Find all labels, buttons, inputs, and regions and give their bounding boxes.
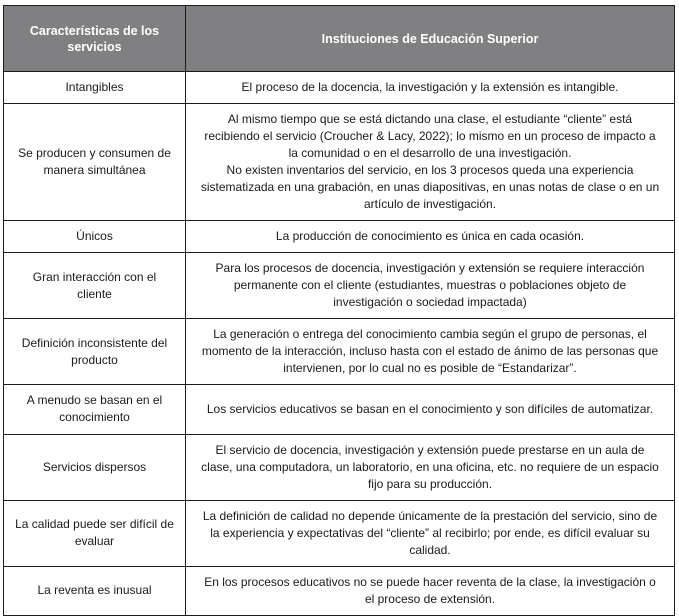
table-header xyxy=(4,6,675,72)
table-row xyxy=(4,221,675,253)
cell-institution xyxy=(186,500,675,566)
table-row xyxy=(4,385,675,434)
table-row xyxy=(4,319,675,385)
column-header-institutions: Instituciones de Educación Superior xyxy=(186,6,675,72)
cell-feature: La calidad puede ser difícil de evaluar xyxy=(4,500,186,566)
cell-institution xyxy=(186,72,675,104)
cell-feature: Intangibles xyxy=(4,72,186,104)
cell-institution xyxy=(186,221,675,253)
services-characteristics-table xyxy=(3,5,675,616)
table-row xyxy=(4,72,675,104)
cell-paragraph: El servicio de docencia, investigación y extensión puede prestarse en un aula de clase, una computadora, un laboratorio, en una oficina, etc. no requiere de un espacio fijo para su producción. xyxy=(201,442,659,491)
cell-paragraph: La generación o entrega del conocimiento cambia según el grupo de personas, el momento de la interacción, incluso hasta con el estado de ánimo de las personas que intervienen, por lo cual no es posible de “Estandarizar”. xyxy=(201,327,659,376)
cell-paragraph: En los procesos educativos no se puede hacer reventa de la clase, la investigación o el proceso de extensión. xyxy=(204,574,656,606)
cell-paragraph: Al mismo tiempo que se está dictando una clase, el estudiante “cliente” está recibiendo el servicio (Croucher & Lacy, 2022); lo mismo en un proceso de impacto a la comunidad o en el desarrollo de una investigación. xyxy=(204,112,656,161)
cell-institution xyxy=(186,434,675,500)
cell-institution xyxy=(186,385,675,434)
cell-institution xyxy=(186,253,675,319)
cell-paragraph: Los servicios educativos se basan en el conocimiento y son difíciles de automatizar. xyxy=(206,401,654,416)
cell-paragraph: La producción de conocimiento es única en cada ocasión. xyxy=(275,229,585,244)
table-body xyxy=(4,72,675,616)
cell-feature: Se producen y consumen de manera simultánea xyxy=(4,104,186,221)
cell-paragraph: Para los procesos de docencia, investigación y extensión se requiere interacción permanente con el cliente (estudiantes, muestras o poblaciones objeto de investigación o sociedad impactada) xyxy=(215,261,645,310)
cell-feature: Únicos xyxy=(4,221,186,253)
table-row xyxy=(4,434,675,500)
cell-feature: Definición inconsistente del producto xyxy=(4,319,186,385)
cell-paragraph: La definición de calidad no depende únicamente de la prestación del servicio, sino de la experiencia y expectativas del “cliente” al recibirlo; por ende, es difícil evaluar su calidad. xyxy=(202,508,658,557)
cell-feature: La reventa es inusual xyxy=(4,566,186,615)
cell-institution xyxy=(186,104,675,221)
cell-institution xyxy=(186,319,675,385)
column-header-features: Características de los servicios xyxy=(4,6,186,72)
table-row xyxy=(4,566,675,615)
cell-feature: Gran interacción con el cliente xyxy=(4,253,186,319)
cell-feature: A menudo se basan en el conocimiento xyxy=(4,385,186,434)
cell-paragraph: No existen inventarios del servicio, en los 3 procesos queda una experiencia sistematizada en una grabación, en unas diapositivas, en unas notas de clase o en un artículo de investigación. xyxy=(200,163,660,212)
table-header-row xyxy=(4,6,675,72)
cell-feature: Servicios dispersos xyxy=(4,434,186,500)
cell-paragraph: El proceso de la docencia, la investigación y la extensión es intangible. xyxy=(241,80,619,94)
table-row xyxy=(4,104,675,221)
table-container xyxy=(3,5,674,616)
cell-institution xyxy=(186,566,675,615)
table-row xyxy=(4,500,675,566)
table-row xyxy=(4,253,675,319)
